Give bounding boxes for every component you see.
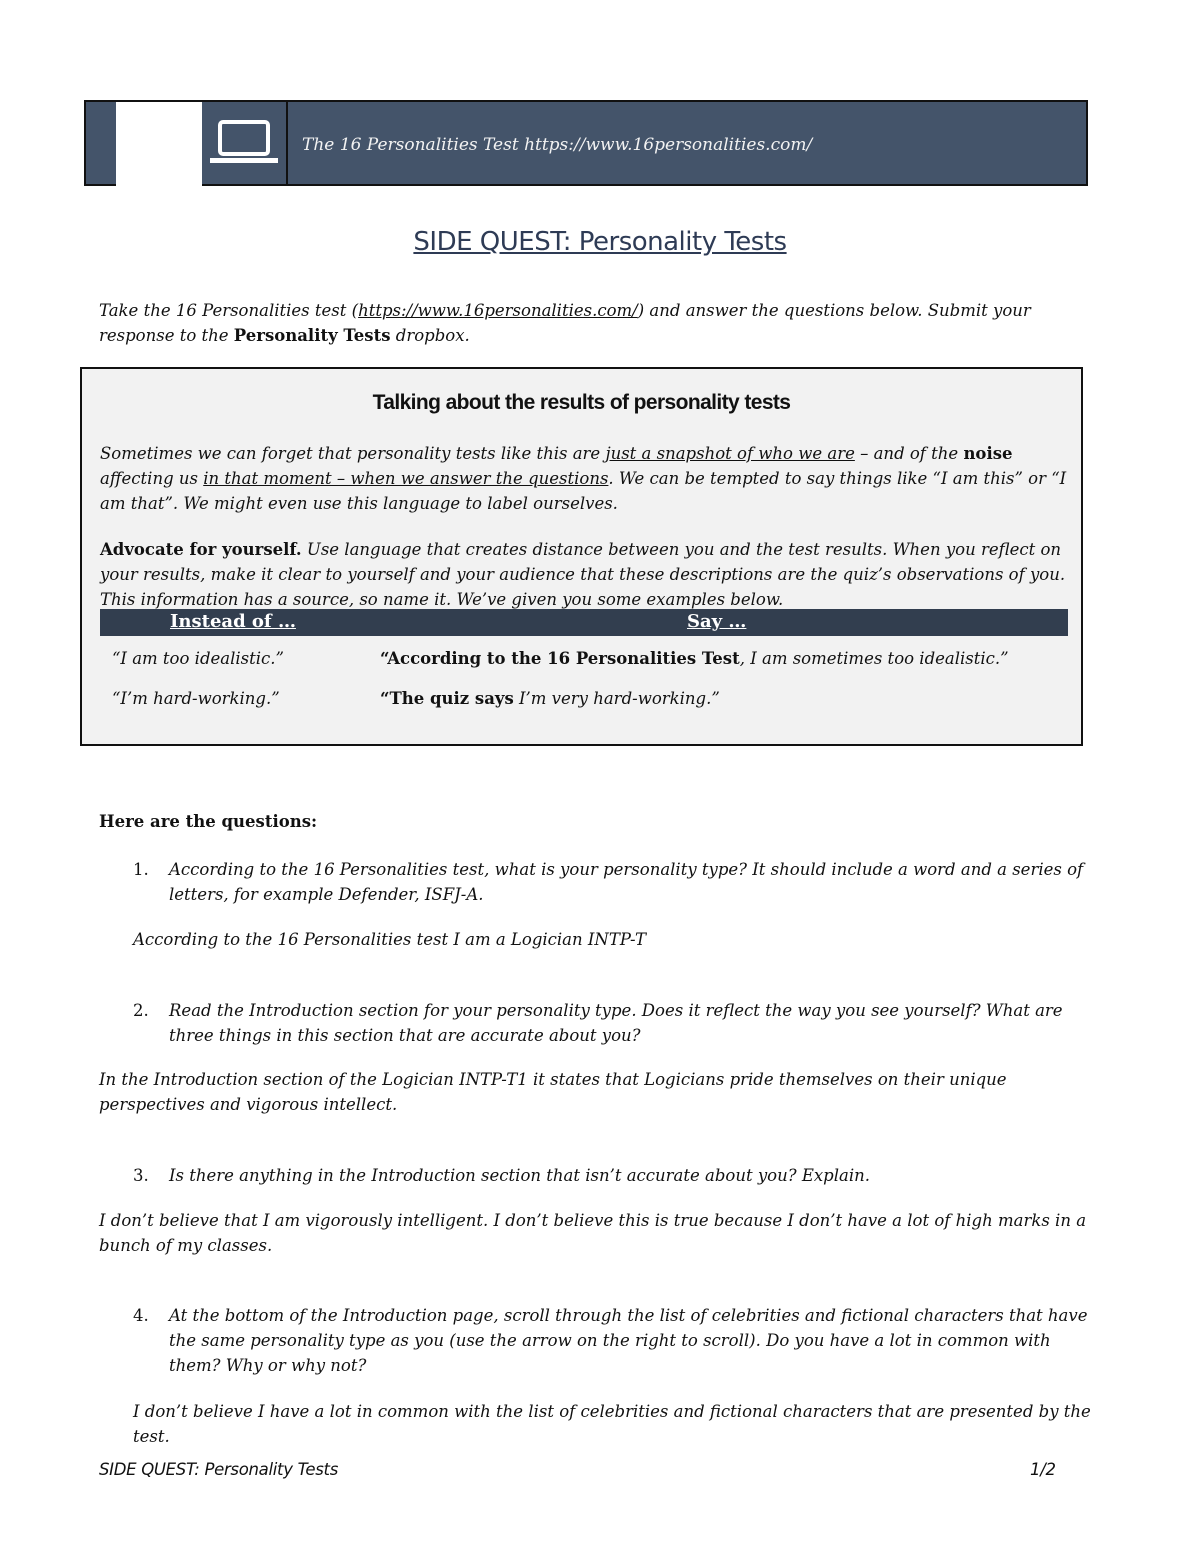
p1-underline-1: just a snapshot of who we are <box>605 444 855 463</box>
p1-bold-noise: noise <box>963 444 1013 463</box>
footer-page-number: 1/2 <box>1030 1460 1056 1479</box>
question-number: 2. <box>133 1001 149 1020</box>
row-say-bold: “The quiz says <box>380 689 514 708</box>
row-say-rest: I’m very hard-working.” <box>513 689 720 708</box>
p2-text: Use language that creates distance between you and the test results. When you reflect on your results, make it clear to yourself and your audience that these descriptions are the quiz’s observations of you. This information has a source, so name it. We’ve given you some examples below. <box>100 540 1066 609</box>
dropbox-name: Personality Tests <box>233 326 391 345</box>
question-3 <box>133 1163 1099 1188</box>
banner-logo-space <box>116 102 202 186</box>
table-row <box>112 649 1062 668</box>
p1-text-c: affecting us <box>100 469 204 488</box>
question-2 <box>133 998 1099 1048</box>
guidance-paragraph-2 <box>100 537 1070 612</box>
question-text: At the bottom of the Introduction page, scroll through the list of celebrities and fictional characters that have the same personality type as you (use the arrow on the right to scroll). Do you have a lot in common with them? Why or why not? <box>169 1306 1088 1375</box>
question-1 <box>133 857 1099 907</box>
p2-bold-lead: Advocate for yourself. <box>100 540 302 559</box>
guidance-box-title: Talking about the results of personality tests <box>372 391 791 414</box>
p1-text-d: . We can be tempted to say things like “I am this” or “I am that”. We might even use this language to label ourselves. <box>100 469 1067 513</box>
examples-table-header <box>100 609 1068 636</box>
laptop-icon <box>208 118 280 168</box>
banner-text: The 16 Personalities Test https://www.16personalities.com/ <box>302 135 813 155</box>
intro-link[interactable]: https://www.16personalities.com/ <box>358 301 638 320</box>
answer-2: In the Introduction section of the Logician INTP-T1 it states that Logicians pride themselves on their unique perspectives and vigorous intellect. <box>99 1070 1007 1114</box>
question-text: Is there anything in the Introduction section that isn’t accurate about you? Explain. <box>169 1166 871 1185</box>
answer-1: According to the 16 Personalities test I am a Logician INTP-T <box>133 930 647 949</box>
header-instead-of: Instead of … <box>170 611 296 632</box>
p1-underline-2: in that moment – when we answer the questions <box>203 469 609 488</box>
question-number: 3. <box>133 1166 149 1185</box>
table-row <box>112 689 1062 708</box>
question-4 <box>133 1303 1104 1378</box>
header-banner <box>84 100 1088 186</box>
questions-heading: Here are the questions: <box>99 812 318 831</box>
row-say-bold: “According to the 16 Personalities Test <box>380 649 740 668</box>
intro-text-mid: ) and answer the questions below. Submit your response to the <box>99 301 1031 345</box>
row-instead: “I’m hard-working.” <box>112 689 280 708</box>
question-number: 4. <box>133 1306 149 1325</box>
intro-text-post: dropbox. <box>390 326 470 345</box>
answer-3: I don’t believe that I am vigorously intelligent. I don’t believe this is true because I don’t have a lot of high marks in a bunch of my classes. <box>99 1211 1087 1255</box>
footer-title: SIDE QUEST: Personality Tests <box>99 1460 338 1479</box>
intro-paragraph <box>99 298 1109 348</box>
answer-4: I don’t believe I have a lot in common with the list of celebrities and fictional characters that are presented by the test. <box>133 1402 1091 1446</box>
question-text: Read the Introduction section for your personality type. Does it reflect the way you see yourself? What are three things in this section that are accurate about you? <box>169 1001 1063 1045</box>
row-say <box>380 649 1009 668</box>
p1-text-a: Sometimes we can forget that personality tests like this are <box>100 444 606 463</box>
header-say: Say … <box>687 611 747 632</box>
row-say-rest: , I am sometimes too idealistic.” <box>739 649 1009 668</box>
row-say <box>380 689 720 708</box>
guidance-box <box>80 367 1083 746</box>
row-instead: “I am too idealistic.” <box>112 649 284 668</box>
page-title: SIDE QUEST: Personality Tests <box>413 227 787 257</box>
intro-text-pre: Take the 16 Personalities test ( <box>99 301 359 320</box>
banner-icon-cell <box>202 102 288 186</box>
question-number: 1. <box>133 860 149 879</box>
guidance-paragraph-1 <box>100 441 1070 516</box>
question-text: According to the 16 Personalities test, what is your personality type? It should include a word and a series of letters, for example Defender, ISFJ-A. <box>169 860 1084 904</box>
p1-text-b: – and of the <box>854 444 964 463</box>
